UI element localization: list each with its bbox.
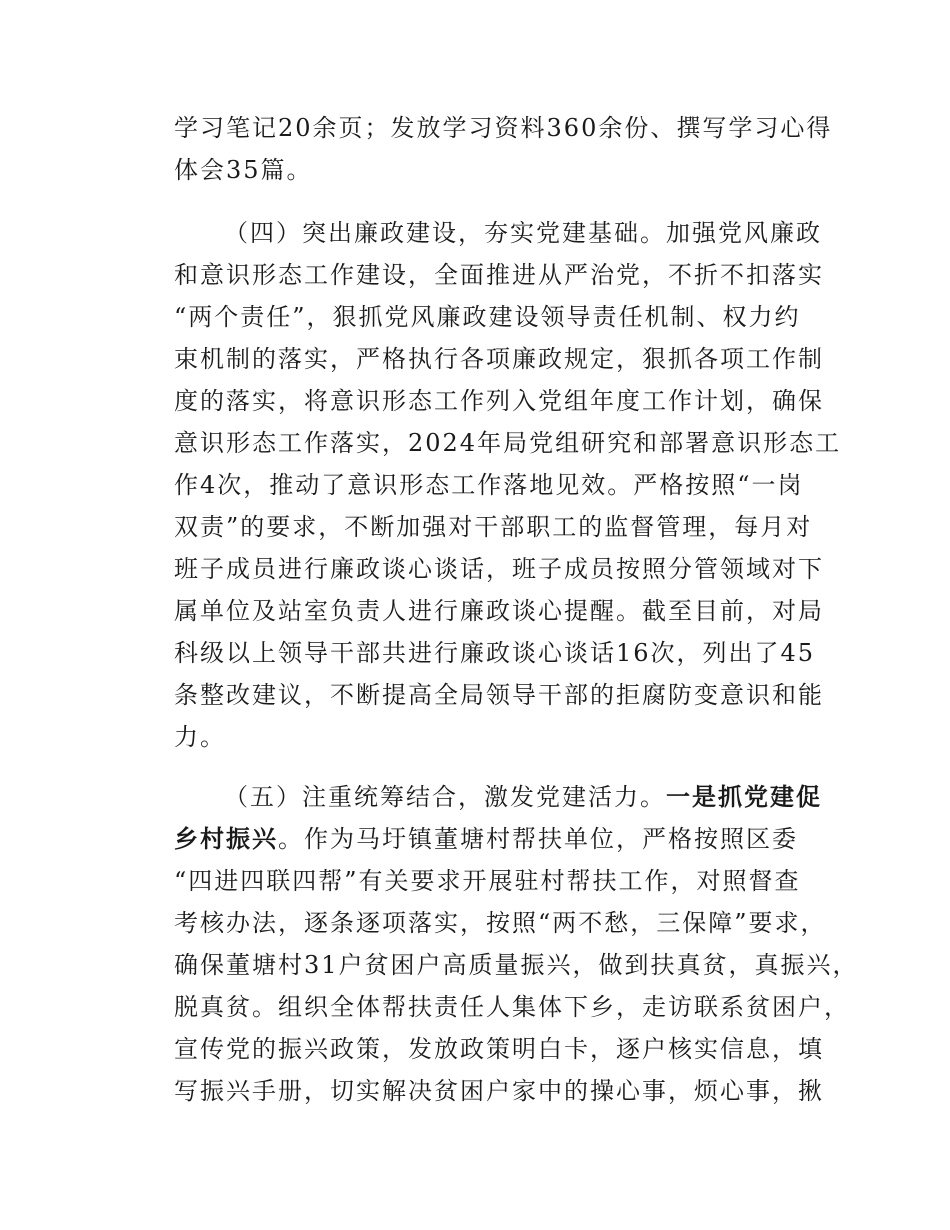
text-line: 意识形态工作落实，2024年局党组研究和部署意识形态工 [174, 429, 842, 457]
text-line-mixed [174, 818, 798, 860]
paragraph-coordination [174, 776, 859, 1112]
paragraph-integrity-building [174, 212, 842, 758]
body-text: 。作为马圩镇董塘村帮扶单位，严格按照区委 [278, 825, 798, 853]
text-line: 度的落实，将意识形态工作列入党组年度工作计划，确保 [174, 387, 824, 415]
text-line: 考核办法，逐条逐项落实，按照“两不愁，三保障”要求， [174, 909, 827, 937]
text-line: 双责”的要求，不断加强对干部职工的监督管理，每月对 [174, 513, 813, 541]
text-line-mixed [174, 776, 822, 818]
heading-text: （五）注重统筹结合，激发党建活力。 [224, 783, 666, 811]
text-line: 学习笔记20余页；发放学习资料360余份、撰写学习心得 [174, 114, 833, 142]
text-line: “两个责任”，狠抓党风廉政建设领导责任机制、权力约 [174, 303, 801, 331]
text-line: （四）突出廉政建设，夯实党建基础。加强党风廉政 [224, 219, 822, 247]
text-line: 和意识形态工作建设，全面推进从严治党，不折不扣落实 [174, 261, 824, 289]
text-line: 体会35篇。 [174, 156, 313, 184]
text-line: 班子成员进行廉政谈心谈话，班子成员按照分管领域对下 [174, 555, 824, 583]
text-line: 写振兴手册，切实解决贫困户家中的操心事，烦心事，揪 [174, 1077, 824, 1105]
text-line: “四进四联四帮”有关要求开展驻村帮扶工作，对照督查 [174, 867, 801, 895]
text-line: 属单位及站室负责人进行廉政谈心提醒。截至目前，对局 [174, 597, 824, 625]
paragraph-study-notes [174, 107, 833, 191]
bold-heading-text: 乡村振兴 [174, 824, 278, 853]
text-line: 条整改建议，不断提高全局领导干部的拒腐防变意识和能 [174, 681, 824, 709]
text-line: 脱真贫。组织全体帮扶责任人集体下乡，走访联系贫困户， [174, 993, 850, 1021]
text-line: 科级以上领导干部共进行廉政谈心谈话16次，列出了45 [174, 639, 816, 667]
text-line: 束机制的落实，严格执行各项廉政规定，狠抓各项工作制 [174, 345, 824, 373]
bold-heading-text: 一是抓党建促 [666, 782, 822, 811]
text-line: 力。 [174, 723, 226, 751]
text-line: 宣传党的振兴政策，发放政策明白卡，逐户核实信息，填 [174, 1035, 824, 1063]
text-line: 确保董塘村31户贫困户高质量振兴，做到扶真贫，真振兴， [174, 951, 859, 979]
text-line: 作4次，推动了意识形态工作落地见效。严格按照“一岗 [174, 471, 804, 499]
